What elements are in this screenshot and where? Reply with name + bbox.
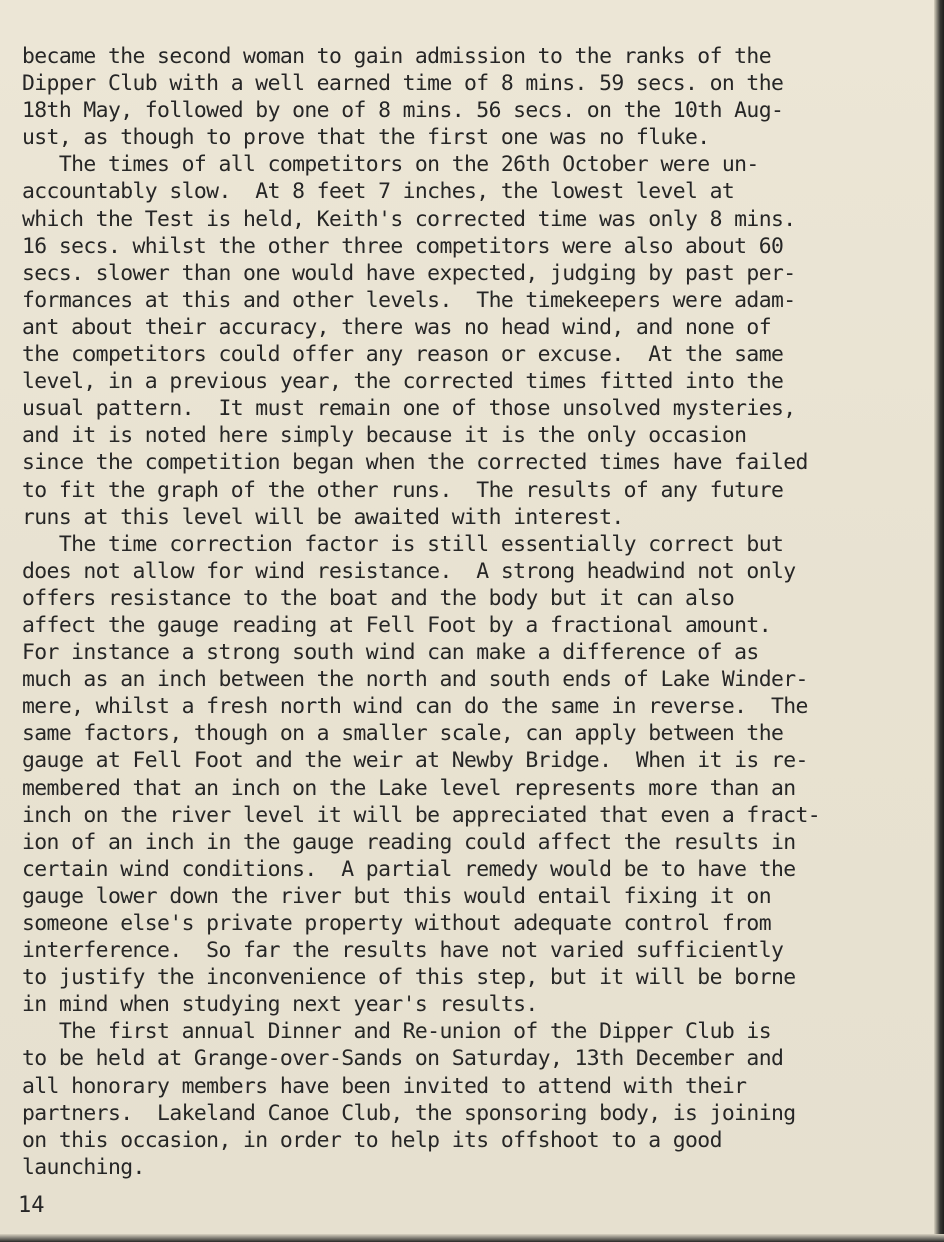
text-line: to justify the inconvenience of this step, but it will be borne [22,965,796,991]
text-line: the competitors could offer any reason or excuse. At the same [22,342,784,368]
text-line: secs. slower than one would have expected, judging by past per- [22,260,796,286]
text-line: in mind when studying next year's results. [22,992,538,1018]
text-line: same factors, though on a smaller scale, can apply between the [22,721,784,747]
text-line: to be held at Grange-over-Sands on Saturday, 13th December and [22,1046,784,1072]
text-line: Dipper Club with a well earned time of 8 mins. 59 secs. on the [22,71,784,97]
text-line: 18th May, followed by one of 8 mins. 56 secs. on the 10th Aug- [22,98,784,124]
text-line: The time correction factor is still essentially correct but [22,531,784,557]
text-line: gauge at Fell Foot and the weir at Newby Bridge. When it is re- [22,748,808,774]
text-line: mere, whilst a fresh north wind can do the same in reverse. The [22,694,808,720]
text-line: formances at this and other levels. The timekeepers were adam- [22,287,796,313]
text-line: on this occasion, in order to help its offshoot to a good [22,1127,722,1153]
text-line: runs at this level will be awaited with interest. [22,504,624,530]
text-line: inch on the river level it will be appreciated that even a fract- [22,802,821,828]
page-bottom-shadow [0,1234,944,1242]
text-line: 16 secs. whilst the other three competitors were also about 60 [22,233,784,259]
page-number: 14 [18,1193,45,1218]
text-line: affect the gauge reading at Fell Foot by a fractional amount. [22,612,771,638]
text-line: The times of all competitors on the 26th October were un- [22,152,759,178]
text-line: usual pattern. It must remain one of those unsolved mysteries, [22,396,796,422]
text-line: ust, as though to prove that the first one was no fluke. [22,125,710,151]
text-line: much as an inch between the north and south ends of Lake Winder- [22,667,808,693]
body-text [22,43,922,1181]
text-line: became the second woman to gain admission to the ranks of the [22,44,771,69]
page-edge-shadow [934,0,944,1242]
text-line: partners. Lakeland Canoe Club, the sponsoring body, is joining [22,1100,796,1126]
text-line: ion of an inch in the gauge reading could affect the results in [22,829,796,855]
text-line: does not allow for wind resistance. A strong headwind not only [22,558,796,584]
text-line: launching. [22,1154,145,1180]
text-line: certain wind conditions. A partial remedy would be to have the [22,856,796,882]
text-line: gauge lower down the river but this would entail fixing it on [22,883,771,909]
text-line: and it is noted here simply because it is the only occasion [22,423,747,449]
text-line: ant about their accuracy, there was no head wind, and none of [22,314,771,340]
text-line: someone else's private property without adequate control from [22,911,771,936]
text-line: level, in a previous year, the corrected times fitted into the [22,369,784,395]
text-line: to fit the graph of the other runs. The results of any future [22,477,784,503]
text-line: The first annual Dinner and Re-union of the Dipper Club is [22,1019,771,1045]
text-line: accountably slow. At 8 feet 7 inches, the lowest level at [22,179,735,205]
text-line: offers resistance to the boat and the body but it can also [22,585,735,611]
text-line: For instance a strong south wind can make a difference of as [22,640,759,666]
text-line: membered that an inch on the Lake level represents more than an [22,775,796,801]
text-line: all honorary members have been invited to attend with their [22,1073,747,1099]
text-line: which the Test is held, Keith's corrected time was only 8 mins. [22,206,796,232]
text-line: since the competition began when the corrected times have failed [22,450,808,476]
text-line: interference. So far the results have not varied sufficiently [22,938,784,964]
